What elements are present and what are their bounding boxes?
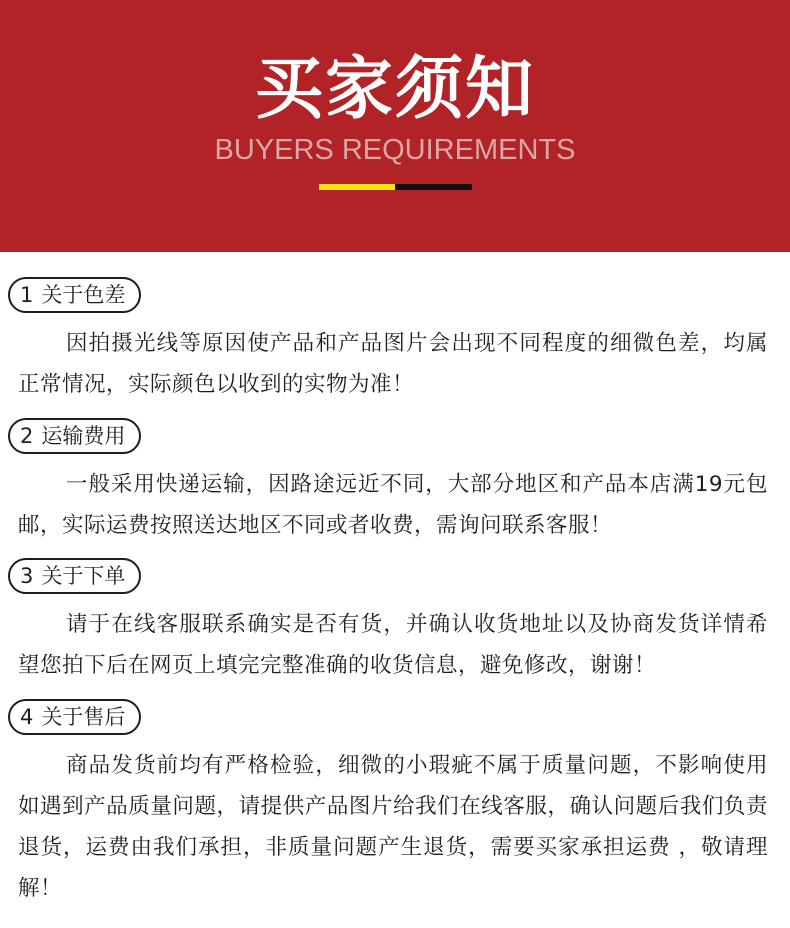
section-heading: 关于售后 [41, 705, 126, 729]
section-body: 一般采用快递运输，因路途远近不同，大部分地区和产品本店满19元包邮，实际运费按照送达地区不同或者收费，需询问联系客服！ [18, 472, 768, 538]
section-heading-badge [8, 699, 141, 735]
title-divider [319, 184, 472, 190]
page-title: 买家须知 [254, 50, 535, 129]
section-heading-badge [8, 418, 141, 454]
divider-black-segment [395, 184, 472, 190]
section-heading-badge [8, 558, 141, 594]
section-number: 1 [20, 283, 34, 307]
section-heading: 运输费用 [41, 424, 126, 448]
page-subtitle: BUYERS REQUIREMENTS [214, 134, 576, 166]
header-banner [0, 0, 790, 252]
section-body: 商品发货前均有严格检验，细微的小瑕疵不属于质量问题，不影响使用如遇到产品质量问题，请提供产品图片给我们在线客服，确认问题后我们负责退货，运费由我们承担，非质量问题产生退货，需要买家承担运费 ，敬请理解！ [18, 753, 768, 901]
section-heading: 关于色差 [41, 283, 126, 307]
section-body: 请于在线客服联系确实是否有货，并确认收货地址以及协商发货详情希望您拍下后在网页上填完完整准确的收货信息，避免修改，谢谢！ [18, 612, 768, 678]
divider-yellow-segment [319, 184, 395, 190]
section-body: 因拍摄光线等原因使产品和产品图片会出现不同程度的细微色差，均属正常情况，实际颜色以收到的实物为准！ [18, 331, 768, 397]
section-number: 3 [20, 564, 34, 588]
section-number: 4 [20, 705, 34, 729]
section-number: 2 [20, 424, 34, 448]
section-heading: 关于下单 [41, 564, 126, 588]
section-heading-badge [8, 277, 141, 313]
